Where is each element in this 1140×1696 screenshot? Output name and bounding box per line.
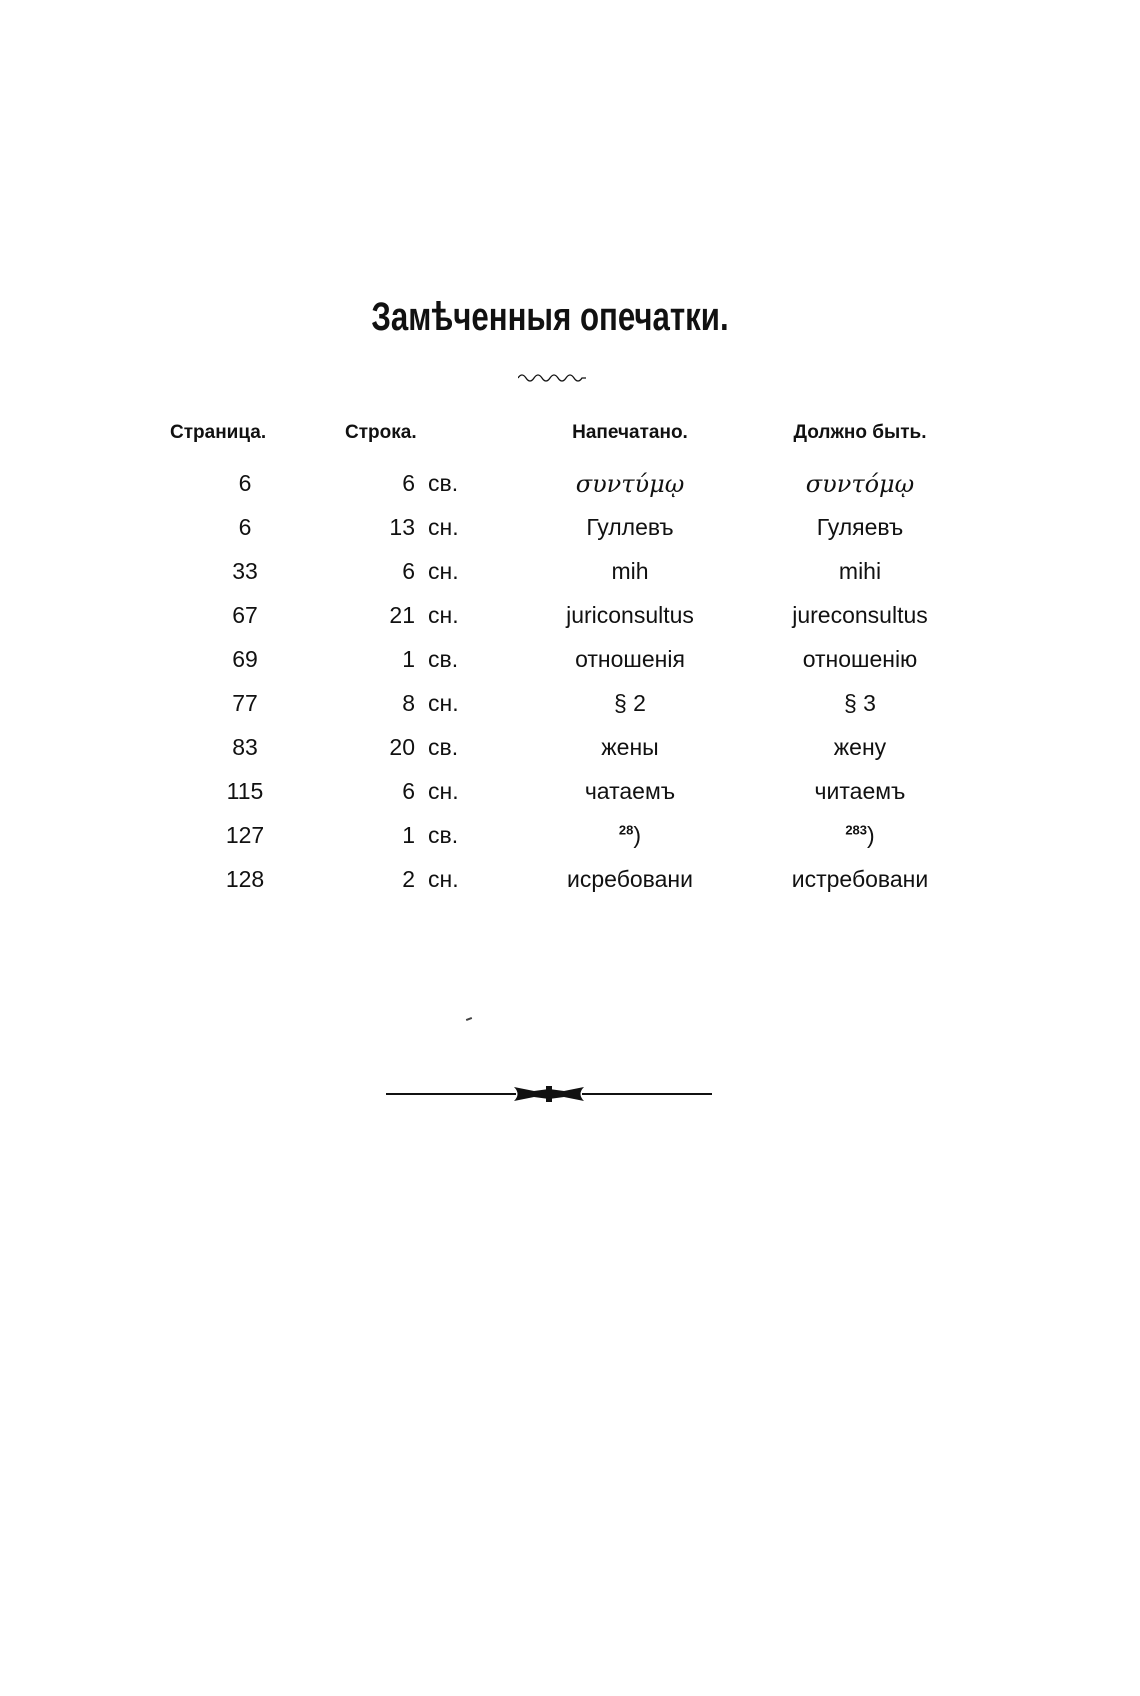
row-page: 83 (232, 734, 258, 760)
row-line-number: 6 (402, 778, 415, 804)
ornamental-rule-icon (386, 1082, 712, 1106)
wavy-divider-icon (518, 372, 586, 382)
table-row (170, 470, 930, 514)
row-page: 33 (232, 558, 258, 584)
row-page: 6 (238, 514, 252, 540)
row-line-number: 13 (389, 514, 415, 540)
ink-speck (466, 1017, 472, 1021)
table-header (170, 420, 930, 470)
row-line-number: 1 (402, 646, 415, 672)
row-should-be: jureconsultus (792, 602, 928, 628)
row-page: 6 (238, 470, 252, 496)
row-line-direction: сн. (428, 778, 459, 804)
row-line-direction: сн. (428, 514, 459, 540)
row-printed: отношенія (575, 646, 685, 672)
table-row (170, 690, 930, 734)
row-line-number: 8 (402, 690, 415, 716)
table-row (170, 602, 930, 646)
row-printed: § 2 (614, 690, 646, 716)
row-line-number: 2 (402, 866, 415, 892)
should-footnote-paren: ) (867, 822, 875, 848)
row-line-direction: св. (428, 822, 459, 848)
row-page: 69 (232, 646, 258, 672)
row-printed (515, 822, 745, 849)
row-printed: Гуллевъ (586, 514, 674, 540)
errata-table (170, 420, 930, 910)
row-page: 67 (232, 602, 258, 628)
table-row (170, 558, 930, 602)
row-should-be: συντόμῳ (805, 470, 915, 498)
row-printed: чатаемъ (584, 778, 676, 804)
table-row (170, 778, 930, 822)
row-should-be: читаемъ (814, 778, 906, 804)
page-title: Замѣченныя опечатки. (371, 295, 729, 339)
row-line-number: 6 (402, 470, 415, 496)
row-should-be: mihi (838, 558, 882, 584)
row-printed: исребовани (567, 866, 693, 892)
header-printed: Напечатано. (572, 422, 688, 443)
should-footnote-number: 283 (845, 822, 868, 838)
row-should-be: § 3 (844, 690, 876, 716)
table-row (170, 734, 930, 778)
row-should-be: отношенію (802, 646, 918, 672)
row-page: 77 (232, 690, 258, 716)
row-should-be: Гуляевъ (816, 514, 904, 540)
printed-footnote-number: 28 (618, 822, 634, 838)
row-printed: mih (611, 558, 649, 584)
row-line-number: 21 (389, 602, 415, 628)
header-should-be: Должно быть. (793, 422, 927, 443)
row-printed: συντύμῳ (575, 470, 685, 498)
printed-footnote-paren: ) (633, 822, 642, 848)
row-printed: juriconsultus (566, 602, 694, 628)
row-line-direction: св. (428, 734, 459, 760)
row-page: 127 (225, 822, 265, 848)
row-line-number: 20 (389, 734, 415, 760)
table-row (170, 822, 930, 866)
table-row (170, 646, 930, 690)
row-page: 115 (226, 778, 264, 804)
row-line-direction: сн. (428, 866, 459, 892)
row-line-direction: сн. (428, 690, 459, 716)
row-page: 128 (225, 866, 265, 892)
header-line: Строка. (345, 422, 417, 443)
row-should-be: жену (833, 734, 887, 760)
row-line-direction: св. (428, 646, 459, 672)
row-line-direction: сн. (428, 558, 459, 584)
table-row (170, 514, 930, 558)
row-printed: жены (601, 734, 659, 760)
table-row (170, 866, 930, 910)
header-page: Страница. (170, 422, 267, 443)
row-line-direction: сн. (428, 602, 459, 628)
row-should-be: истребовани (791, 866, 929, 892)
row-line-number: 6 (402, 558, 415, 584)
row-line-direction: св. (428, 470, 459, 496)
row-should-be (745, 822, 975, 849)
row-line-number: 1 (402, 822, 415, 848)
